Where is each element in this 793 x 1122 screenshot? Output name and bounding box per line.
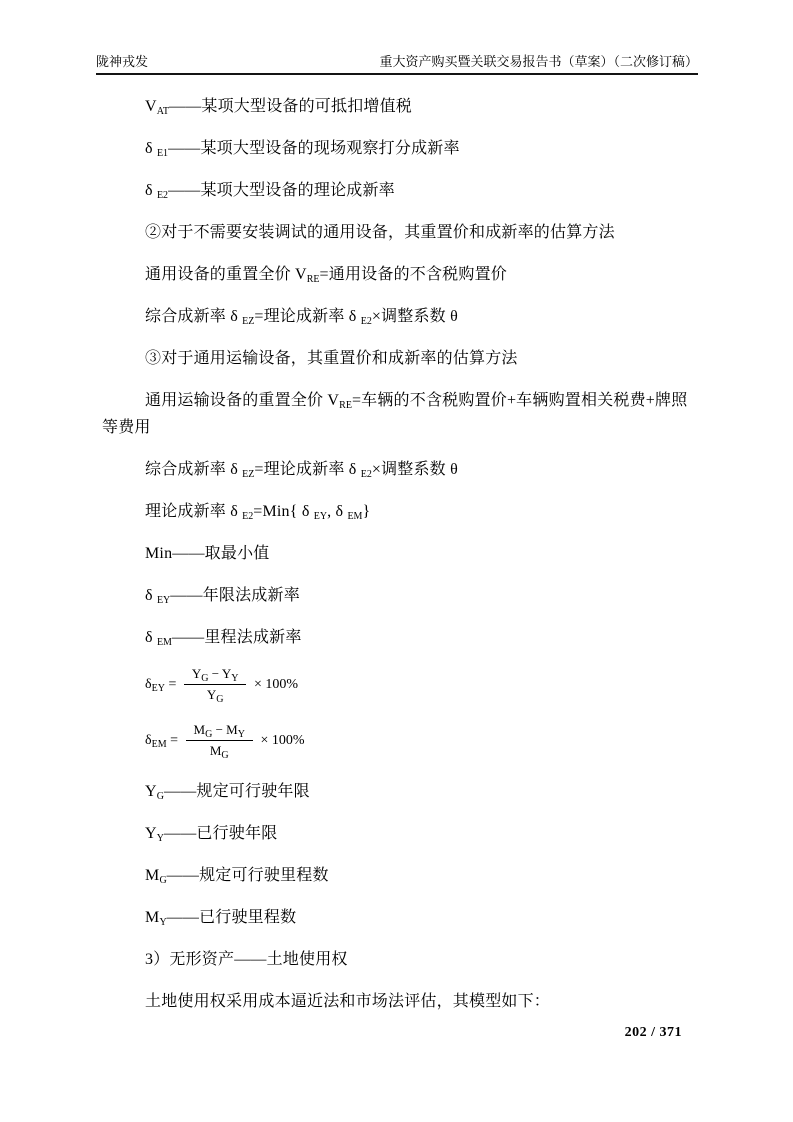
text-segment: ——年限法成新率 xyxy=(170,587,300,604)
text-segment: ——已行驶年限 xyxy=(164,825,278,842)
subscript: EM xyxy=(347,511,363,522)
paragraph xyxy=(102,456,698,483)
text-segment: ——规定可行驶年限 xyxy=(164,783,310,800)
text-segment: =Min{ δ xyxy=(253,503,314,520)
text-segment: M xyxy=(145,867,160,884)
text-segment: 通用运输设备的重置全价 V xyxy=(145,392,340,409)
fraction-denominator xyxy=(186,740,253,759)
paragraph xyxy=(102,93,698,120)
paragraph xyxy=(102,624,698,651)
text-segment: = xyxy=(164,676,180,692)
text-segment: 3）无形资产——土地使用权 xyxy=(145,951,348,968)
paragraph xyxy=(102,946,698,973)
text-segment: =理论成新率 δ xyxy=(254,308,361,325)
text-segment: ——某项大型设备的现场观察打分成新率 xyxy=(168,140,460,157)
text-segment: M xyxy=(209,743,222,758)
text-segment: 综合成新率 δ xyxy=(145,461,243,478)
paragraph xyxy=(102,303,698,330)
subscript: RE xyxy=(339,400,352,411)
formula-lhs xyxy=(145,677,180,693)
subscript: G xyxy=(216,694,224,705)
subscript: Y xyxy=(156,833,164,844)
text-segment: ②对于不需要安装调试的通用设备，其重置价和成新率的估算方法 xyxy=(145,224,615,241)
subscript: G xyxy=(159,875,167,886)
subscript: Y xyxy=(237,729,245,740)
text-segment: 理论成新率 δ xyxy=(145,503,243,520)
formula xyxy=(102,666,698,703)
text-segment: M xyxy=(145,909,160,926)
text-segment: − xyxy=(212,722,227,737)
subscript: E2 xyxy=(242,511,254,522)
text-segment: ——某项大型设备的理论成新率 xyxy=(168,182,395,199)
paragraph xyxy=(102,904,698,931)
text-segment: =通用设备的不含税购置价 xyxy=(319,266,507,283)
text-segment: δ xyxy=(145,732,152,748)
subscript: EY xyxy=(156,595,171,606)
fraction xyxy=(186,722,253,759)
paragraph xyxy=(102,582,698,609)
subscript: EM xyxy=(156,637,172,648)
subscript: EM xyxy=(151,738,167,750)
subscript: E2 xyxy=(156,190,169,201)
text-segment: − xyxy=(208,666,222,681)
fraction-numerator xyxy=(186,722,253,740)
text-segment: ×调整系数 θ xyxy=(371,308,458,325)
paragraph xyxy=(102,387,698,441)
text-segment: Y xyxy=(206,687,217,702)
text-segment: ——里程法成新率 xyxy=(171,629,302,646)
text-segment: M xyxy=(226,722,238,737)
document-body xyxy=(102,93,698,1030)
subscript: EZ xyxy=(242,316,255,327)
page-header xyxy=(96,53,698,75)
paragraph xyxy=(102,219,698,246)
subscript: G xyxy=(221,750,229,761)
text-segment: ③对于通用运输设备，其重置价和成新率的估算方法 xyxy=(145,350,518,367)
paragraph xyxy=(102,540,698,567)
paragraph xyxy=(102,988,698,1015)
subscript: Y xyxy=(159,917,167,928)
text-segment: =车辆的不含税购置价+车辆购置相关税费+牌照等费用 xyxy=(102,392,688,436)
text-segment: ——已行驶里程数 xyxy=(166,909,297,926)
text-segment: δ xyxy=(145,140,157,157)
subscript: EZ xyxy=(242,469,255,480)
text-segment: ×调整系数 θ xyxy=(371,461,458,478)
text-segment: , δ xyxy=(327,503,348,520)
text-segment: δ xyxy=(145,587,157,604)
text-segment: 土地使用权采用成本逼近法和市场法评估，其模型如下： xyxy=(145,993,551,1010)
formula xyxy=(102,722,698,759)
formula-multiplier xyxy=(257,733,305,749)
subscript: EY xyxy=(151,682,165,694)
subscript: G xyxy=(156,791,164,802)
text-segment: V xyxy=(145,98,157,115)
paragraph xyxy=(102,778,698,805)
paragraph xyxy=(102,135,698,162)
subscript: Y xyxy=(231,673,239,684)
text-segment: ——规定可行驶里程数 xyxy=(166,867,329,884)
text-segment: =理论成新率 δ xyxy=(254,461,361,478)
subscript: G xyxy=(205,729,213,740)
text-segment: 综合成新率 δ xyxy=(145,308,243,325)
paragraph xyxy=(102,498,698,525)
subscript: EY xyxy=(313,511,328,522)
subscript: G xyxy=(201,673,209,684)
header-report-title: 重大资产购买暨关联交易报告书（草案）（二次修订稿） xyxy=(379,54,698,69)
fraction-numerator xyxy=(184,666,247,684)
header-company-name: 陇神戎发 xyxy=(96,54,149,69)
subscript: E2 xyxy=(360,469,372,480)
paragraph xyxy=(102,261,698,288)
fraction xyxy=(184,666,247,703)
subscript: E2 xyxy=(360,316,372,327)
text-segment: × 100% xyxy=(256,732,305,748)
page-number: 202 / 371 xyxy=(624,1025,682,1040)
fraction-denominator xyxy=(184,684,247,703)
text-segment: = xyxy=(166,732,182,748)
text-segment: δ xyxy=(145,182,157,199)
paragraph xyxy=(102,820,698,847)
subscript: AT xyxy=(156,106,169,117)
text-segment: } xyxy=(362,503,371,520)
formula-multiplier xyxy=(250,677,298,693)
text-segment: ——某项大型设备的可抵扣增值税 xyxy=(169,98,413,115)
subscript: E1 xyxy=(156,148,169,159)
text-segment: 通用设备的重置全价 V xyxy=(145,266,307,283)
text-segment: Min——取最小值 xyxy=(145,545,270,562)
text-segment: δ xyxy=(145,676,152,692)
subscript: RE xyxy=(306,274,320,285)
formula-lhs xyxy=(145,733,182,749)
text-segment: Y xyxy=(145,783,157,800)
paragraph xyxy=(102,177,698,204)
text-segment: Y xyxy=(145,825,157,842)
paragraph xyxy=(102,862,698,889)
text-segment: Y xyxy=(221,666,232,681)
paragraph xyxy=(102,345,698,372)
text-segment: M xyxy=(193,722,206,737)
text-segment: Y xyxy=(191,666,202,681)
text-segment: δ xyxy=(145,629,157,646)
text-segment: × 100% xyxy=(250,676,299,692)
